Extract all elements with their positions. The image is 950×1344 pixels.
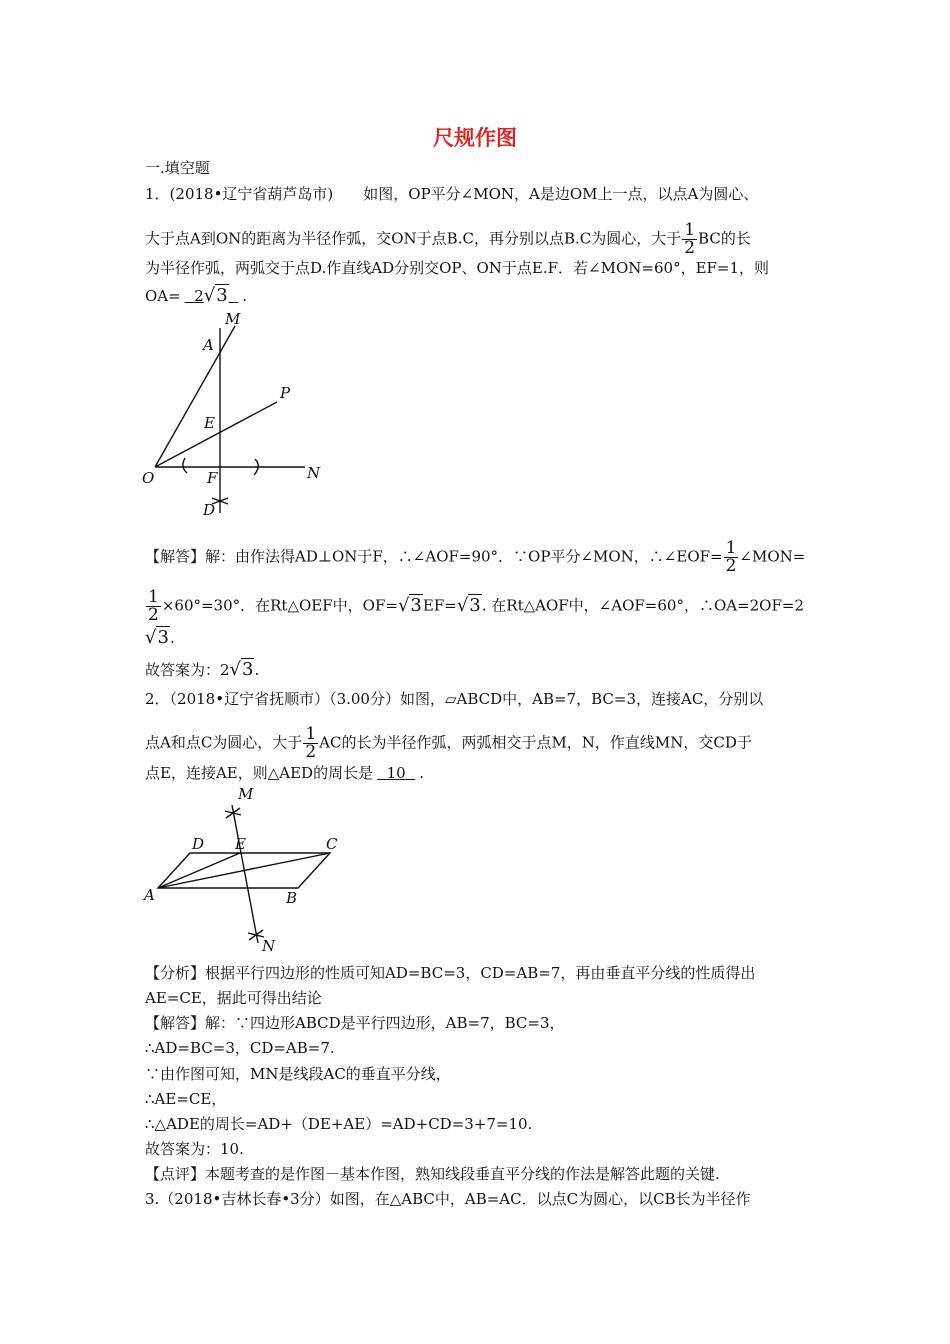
fig1-label-p: P (280, 384, 291, 402)
q1-line-2: 大于点A到ON的距离为半径作弧，交ON于点B.C，再分别以点B.C为圆心，大于 $\frac{1}{2}$ BC的长 (145, 220, 751, 258)
fig2-label-n: N (262, 937, 276, 955)
page-title: 尺规作图 (433, 126, 517, 150)
fig2-label-d: D (192, 835, 205, 853)
fig1-label-n: N (307, 464, 321, 482)
q1-solution-3: √3. (145, 627, 175, 648)
fig2-label-a: A (144, 886, 155, 904)
fig1-label-f: F (207, 469, 218, 487)
q2-answer-line: 故答案为：10. (145, 1140, 244, 1158)
section-heading: 一.填空题 (145, 159, 210, 177)
q2-figure (140, 783, 360, 958)
fig1-label-a: A (203, 336, 214, 354)
q2-line-2: 点A和点C为圆心，大于 $\frac{1}{2}$ AC的长为半径作弧，两弧相交于点M，N，作直线MN，交CD于 (145, 724, 752, 762)
q2-analysis-2: AE=CE，据此可得出结论 (145, 989, 322, 1007)
q2-solution-3: ∵由作图可知，MN是线段AC的垂直平分线， (145, 1065, 451, 1083)
q2-solution-2: ∴AD=BC=3，CD=AB=7. (145, 1039, 335, 1057)
fig1-label-m: M (225, 310, 241, 328)
q2-solution-5: ∴△ADE的周长=AD+（DE+AE）=AD+CD=3+7=10. (145, 1115, 533, 1133)
line-mn (232, 805, 258, 943)
fig1-label-o: O (142, 469, 155, 487)
q1-answer: 2√3 (194, 285, 228, 306)
q1-line-3: 为半径作弧，两弧交于点D.作直线AD分别交OP、ON于点E.F．若∠MON=60°，EF=1，则 (145, 259, 770, 277)
fraction-half: $\frac{1}{2}$ (684, 220, 696, 258)
q2-answer: 10 (386, 764, 406, 782)
q2-line-1: 2．（2018•辽宁省抚顺市）（3.00分）如图，▱ABCD中，AB=7，BC=3，连接AC，分别以 (145, 690, 764, 708)
fig2-label-b: B (286, 889, 298, 907)
segment-ae (158, 853, 240, 888)
q2-analysis-1: 【分析】根据平行四边形的性质可知AD=BC=3，CD=AB=7，再由垂直平分线的性质得出 (145, 964, 756, 982)
q1-solution-1: 【解答】解：由作法得AD⊥ON于F，∴∠AOF=90°．∵OP平分∠MON，∴∠EOF= $\frac{1}{2}$ ∠MON= (145, 538, 806, 576)
q1-line-1: 1．(2018•辽宁省葫芦岛市) 如图，OP平分∠MON，A是边OM上一点，以点A为圆心、 (145, 185, 759, 203)
q1-solution-2: $\frac{1}{2}$ ×60°=30°．在Rt△OEF中，OF=√3EF=√3. 在Rt△AOF中，∠AOF=60°，∴OA=2OF=2 (148, 587, 805, 625)
q2-solution-4: ∴AE=CE， (145, 1090, 227, 1108)
fig2-label-c: C (326, 835, 338, 853)
q1-figure (130, 308, 350, 523)
q2-solution-1: 【解答】解：∵四边形ABCD是平行四边形，AB=7，BC=3， (145, 1014, 565, 1032)
fig2-label-m: M (238, 785, 254, 803)
fig2-label-e: E (235, 835, 246, 853)
arc-b (183, 458, 187, 473)
q2-comment: 【点评】本题考查的是作图－基本作图，熟知线段垂直平分线的作法是解答此题的关键. (145, 1165, 720, 1183)
q1-answer-line: 故答案为：2√3. (145, 659, 260, 680)
fig1-label-d: D (203, 501, 216, 519)
q1-line-4: OA= 2√3 . (145, 285, 248, 306)
q2-line-3: 点E，连接AE，则△AED的周长是 10 . (145, 764, 425, 782)
fig1-label-e: E (204, 414, 215, 432)
q3-line-1: 3.（2018•吉林长春•3分）如图，在△ABC中，AB=AC．以点C为圆心，以CB长为半径作 (145, 1190, 751, 1208)
